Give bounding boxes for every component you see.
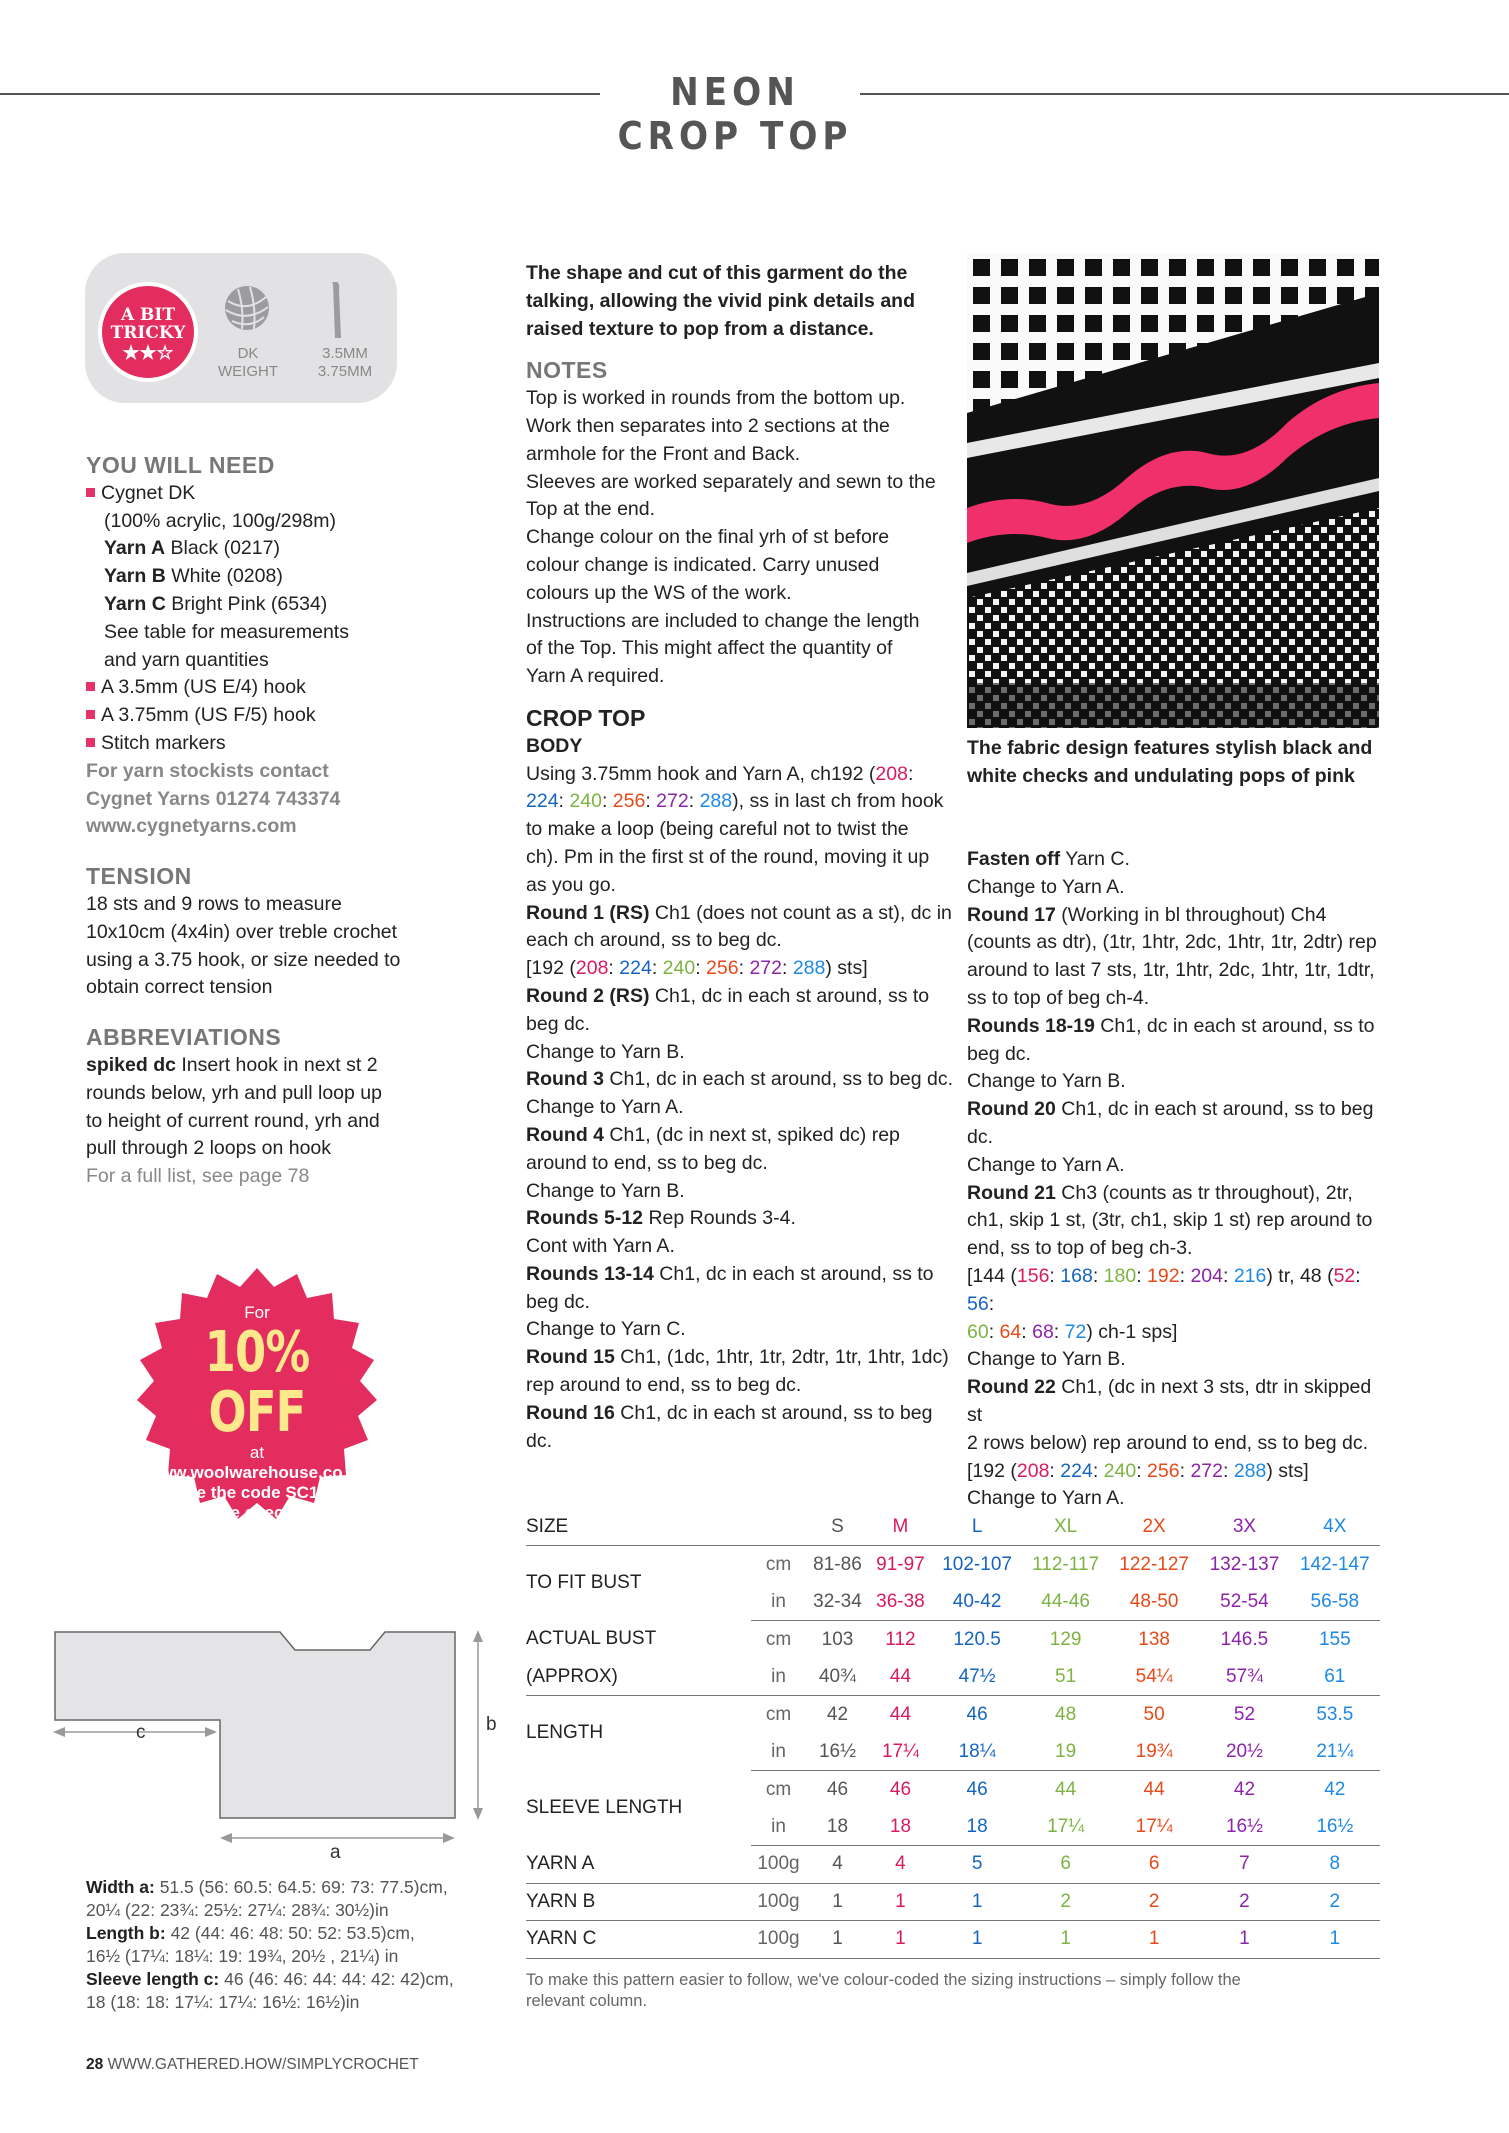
table-cell: 6 (1022, 1846, 1109, 1884)
row-label: YARN B (526, 1883, 751, 1921)
yarn-brand (86, 480, 466, 508)
table-row (526, 1883, 1380, 1921)
width-measure (86, 1876, 506, 1899)
size-header-cell: S (806, 1508, 869, 1546)
table-cell: 103 (821, 1628, 854, 1650)
table-note (526, 1970, 1386, 2012)
yarn-a-label: Yarn A (104, 537, 166, 560)
table-cell: 2 (1290, 1883, 1380, 1921)
table-cell: 1 (932, 1883, 1022, 1921)
diagram-label-a: a (330, 1842, 341, 1860)
page-footer (86, 2056, 419, 2074)
table-cell: 142-147 (1299, 1553, 1370, 1575)
abbrev-def: Insert hook in next st 2 (181, 1053, 378, 1076)
abbreviations-heading: ABBREVIATIONS (86, 1024, 282, 1051)
table-cell: 44 (1143, 1778, 1165, 1800)
photo-caption (967, 735, 1387, 791)
length-in: 16½ (17¼: 18¼: 19: 19¾, 20½ , 21¼) in (86, 1946, 399, 1966)
size-header-cell: 4X (1290, 1508, 1380, 1546)
header-rule-right (860, 93, 1509, 95)
table-cell: 1 (1290, 1921, 1380, 1959)
bullet-icon (86, 738, 95, 747)
tension-line: 10x10cm (4x4in) over treble crochet (86, 920, 398, 943)
diagram-label-b: b (486, 1714, 497, 1735)
row-unit: cm (765, 1778, 792, 1800)
table-cell: 19 (1022, 1733, 1109, 1771)
size-header-cell: 2X (1109, 1508, 1199, 1546)
table-cell: 16½ (806, 1733, 869, 1771)
table-cell: 1 (932, 1921, 1022, 1959)
crochet-hook-icon (325, 280, 349, 340)
hook-size-1: 3.5MM (322, 345, 368, 362)
weight-label-2: WEIGHT (218, 363, 278, 380)
row-label: YARN A (526, 1846, 751, 1884)
yarn-b-label: Yarn B (104, 565, 166, 588)
stockists-link[interactable]: www.cygnetyarns.com (86, 815, 297, 838)
tension-line: obtain correct tension (86, 976, 273, 999)
size-table (526, 1508, 1380, 1959)
notes-line: colours up the WS of the work. (526, 581, 792, 604)
table-cell: 146.5 (1220, 1628, 1269, 1650)
tension-heading: TENSION (86, 863, 192, 890)
diagram-label-c: c (136, 1722, 146, 1743)
table-cell: 112-117 (1032, 1553, 1100, 1575)
promo-fine-print: sale items, Loopi and FRC Collection products (205, 1533, 309, 1539)
difficulty-rating (98, 282, 198, 382)
notes-line: Work then separates into 2 sections at the (526, 414, 890, 437)
hook-2-text: A 3.75mm (US F/5) hook (101, 704, 316, 727)
notes-line: Top at the end. (526, 498, 656, 521)
difficulty-text-2: TRICKY (110, 323, 186, 343)
table-cell: 20½ (1199, 1733, 1289, 1771)
notes-line: Sleeves are worked separately and sewn to the (526, 470, 936, 493)
footer-site[interactable]: WWW.GATHERED.HOW/SIMPLYCROCHET (107, 2056, 419, 2073)
table-cell: 44-46 (1022, 1583, 1109, 1621)
caption-line: The fabric design features stylish black and (967, 737, 1373, 759)
table-cell: 54¼ (1109, 1658, 1199, 1696)
table-cell: 47½ (932, 1658, 1022, 1696)
table-cell: 5 (932, 1846, 1022, 1884)
row-label: LENGTH (526, 1722, 604, 1744)
row-unit: 100g (751, 1846, 806, 1884)
table-cell: 17¼ (1022, 1808, 1109, 1846)
table-cell: 44 (869, 1658, 932, 1696)
row-unit: cm (765, 1703, 792, 1725)
markers (86, 730, 466, 758)
table-row (526, 1658, 1380, 1696)
abbrev-line (86, 1052, 466, 1080)
page-title: NEON CROP TOP (617, 70, 853, 158)
table-cell: 42 (1233, 1778, 1256, 1800)
promo-checkout: at the checkout (194, 1503, 320, 1522)
abbrev-term: spiked dc (86, 1053, 176, 1076)
table-row (526, 1921, 1380, 1959)
length-label: Length b: (86, 1923, 166, 1943)
yarn-brand-text: Cygnet DK (101, 481, 196, 504)
hook-size-2: 3.75MM (317, 363, 373, 380)
hook-1 (86, 674, 466, 702)
bullet-icon (86, 682, 95, 691)
row-unit: in (751, 1658, 806, 1696)
abbrev-line: pull through 2 loops on hook (86, 1137, 332, 1160)
table-cell: 112 (885, 1628, 916, 1650)
instructions-text: Using 3.75mm hook and Yarn A, ch192 (208: 224: 240: 256: 272: 288), ss in last ch from hook to make a loop (being careful not to twist the ch). Pm in the first st of the round, moving it up as you go. Round 1 (RS) Ch1 (does not count as a st), dc in each ch around, ss to beg dc. [192 (208: 224: 240: 256: 272: 288) sts] Round 2 (RS) Ch1, dc in each st around, ss to beg dc. Change to Yarn B. Round 3 Ch1, dc in each st around, ss to beg dc. Change to Yarn A. Round 4 Ch1, (dc in next st, spiked dc) rep around to end, ss to beg dc. Change to Yarn B. Rounds 5-12 Rep Rounds 3-4. Cont with Yarn A. Rounds 13-14 Ch1, dc in each st around, ss to beg dc. Change to Yarn C. Round 15 Ch1, (1dc, 1htr, 1tr, 2dtr, 1tr, 1htr, 1dc) rep around to end, ss to beg dc. Round 16 Ch1, dc in each st around, ss to beg dc. (526, 762, 954, 1452)
row-unit: in (751, 1808, 806, 1846)
row-unit: cm (765, 1553, 792, 1575)
table-cell: 48-50 (1109, 1583, 1199, 1621)
row-unit: 100g (751, 1921, 806, 1959)
table-cell: 7 (1199, 1846, 1289, 1884)
promo-for: For (244, 1303, 270, 1322)
markers-text: Stitch markers (101, 731, 226, 754)
table-cell: 44 (1055, 1778, 1077, 1800)
sleeve-label: Sleeve length c: (86, 1969, 220, 1989)
yarn-b (86, 563, 466, 591)
promo-code: use the code SC170 (176, 1483, 338, 1502)
sleeve-measure (86, 1968, 506, 1991)
size-header-cell: M (869, 1508, 932, 1546)
row-unit: in (751, 1583, 806, 1621)
table-cell: 42 (826, 1703, 849, 1725)
right-column (967, 846, 1387, 1513)
notes-line: of the Top. This might affect the quantity of (526, 637, 893, 660)
table-cell: 52-54 (1199, 1583, 1289, 1621)
width-in: 20¼ (22: 23¾: 25½: 27¼: 28¾: 30½)in (86, 1900, 389, 1920)
table-cell: 6 (1109, 1846, 1199, 1884)
table-cell: 51 (1022, 1658, 1109, 1696)
table-cell: 102-107 (942, 1553, 1012, 1575)
table-cell: 21¼ (1290, 1733, 1380, 1771)
row-label: SLEEVE LENGTH (526, 1797, 683, 1818)
instructions-text: Fasten off Yarn C. Change to Yarn A. Round 17 (Working in bl throughout) Ch4 (counts as dtr), (1tr, 1htr, 2dc, 1htr, 1tr, 2dtr) rep around to last 7 sts, 1tr, 1htr, 2dc, 1htr, 1tr, 1dtr, ss to top of beg ch-4. Rounds 18-19 Ch1, dc in each st around, ss to beg dc. Change to Yarn B. Round 20 Ch1, dc in each st around, ss to beg dc. Change to Yarn A. Round 21 Ch3 (counts as tr throughout), 2tr, ch1, skip 1 st, (3tr, ch1, skip 1 st) rep around to end, ss to top of beg ch-3. [144 (156: 168: 180: 192: 204: 216) tr, 48 (52: 56: 60: 64: 68: 72) ch-1 sps] Change to Yarn B. Round 22 Ch1, (dc in next 3 sts, dtr in skipped st 2 rows below) rep around to end, ss to beg dc. [192 (208: 224: 240: 256: 272: 288) sts] Change to Yarn A. (967, 848, 1377, 1510)
table-cell: 48 (1055, 1703, 1077, 1725)
weight-label (206, 345, 290, 381)
table-cell: 1 (869, 1921, 932, 1959)
table-cell: 18¼ (932, 1733, 1022, 1771)
table-cell: 18 (932, 1808, 1022, 1846)
garment-diagram (50, 1620, 500, 1860)
table-cell: 17¼ (869, 1733, 932, 1771)
width-label: Width a: (86, 1877, 155, 1897)
row-label: YARN C (526, 1921, 751, 1959)
table-cell: 40-42 (932, 1583, 1022, 1621)
promo-text (122, 1303, 392, 1540)
sleeve-cm: 46 (46: 46: 44: 44: 42: 42)cm, (224, 1969, 454, 1989)
table-cell: 32-34 (806, 1583, 869, 1621)
row-label: (APPROX) (526, 1658, 751, 1696)
table-cell: 91-97 (876, 1553, 925, 1575)
notes-line: Instructions are included to change the length (526, 609, 920, 632)
intro-line: talking, allowing the vivid pink details and (526, 289, 915, 312)
weight-label-1: DK (237, 345, 259, 362)
table-cell: 61 (1290, 1658, 1380, 1696)
table-cell: 46 (826, 1778, 849, 1800)
size-header-cell: 3X (1199, 1508, 1289, 1546)
width-cm: 51.5 (56: 60.5: 64.5: 69: 73: 77.5)cm, (159, 1877, 448, 1897)
bullet-icon (86, 488, 95, 497)
middle-column (526, 260, 956, 1455)
notes-line: Yarn A required. (526, 665, 665, 688)
row-unit: 100g (751, 1883, 806, 1921)
table-note-line: To make this pattern easier to follow, we've colour-coded the sizing instructions – simply follow the (526, 1971, 1241, 1989)
table-cell: 56-58 (1290, 1583, 1380, 1621)
row-unit: cm (765, 1628, 792, 1650)
see-table-1: See table for measurements (104, 620, 349, 643)
row-label: TO FIT BUST (526, 1572, 642, 1594)
difficulty-text-1: A BIT (120, 305, 176, 325)
hook-size-label (300, 345, 390, 381)
see-table-2: and yarn quantities (104, 648, 269, 671)
promo-site[interactable]: www.woolwarehouse.co.uk (146, 1463, 368, 1482)
promo-discount: 10% OFF (204, 1320, 310, 1445)
fabric-photo (967, 253, 1379, 728)
table-cell: 155 (1318, 1628, 1351, 1650)
tension-line: using a 3.75 hook, or size needed to (86, 948, 401, 971)
tension-line: 18 sts and 9 rows to measure (86, 892, 342, 915)
length-measure (86, 1922, 506, 1945)
left-column (86, 452, 466, 1191)
table-cell: 46 (889, 1778, 912, 1800)
notes-line: Top is worked in rounds from the bottom up. (526, 387, 906, 410)
size-header-label: SIZE (526, 1508, 806, 1546)
promo-fine-print: Discount code not valid on certain products such as yarn packs, (186, 1526, 328, 1532)
table-cell: 138 (1138, 1628, 1170, 1650)
table-cell: 132-137 (1209, 1553, 1280, 1575)
table-cell: 52 (1233, 1703, 1256, 1725)
yarn-spec: (100% acrylic, 100g/298m) (104, 509, 336, 532)
table-note-line: relevant column. (526, 1992, 648, 2010)
yarn-b-value: White (0208) (171, 565, 283, 588)
size-header-cell: XL (1022, 1508, 1109, 1546)
caption-line: white checks and undulating pops of pink (967, 764, 1355, 787)
page-number: 28 (86, 2056, 104, 2073)
table-cell: 1 (1199, 1921, 1289, 1959)
table-row (526, 1621, 1380, 1659)
table-cell: 40¾ (806, 1658, 869, 1696)
table-cell: 4 (806, 1846, 869, 1884)
stockists-1: For yarn stockists contact (86, 759, 329, 782)
star-rating-icon: ★★☆ (122, 342, 174, 364)
table-cell: 1 (806, 1921, 869, 1959)
table-cell: 42 (1324, 1778, 1346, 1800)
table-cell: 8 (1290, 1846, 1380, 1884)
row-label: ACTUAL BUST (526, 1628, 657, 1650)
table-row (526, 1546, 1380, 1584)
table-cell: 1 (806, 1883, 869, 1921)
table-cell: 2 (1109, 1883, 1199, 1921)
notes-heading: NOTES (526, 357, 608, 384)
full-list-link[interactable]: For a full list, see page 78 (86, 1165, 310, 1188)
length-cm: 42 (44: 46: 48: 50: 52: 53.5)cm, (170, 1923, 415, 1943)
table-cell: 36-38 (869, 1583, 932, 1621)
body-heading: BODY (526, 734, 583, 757)
table-cell: 122-127 (1119, 1553, 1189, 1575)
sleeve-in: 18 (18: 18: 17¼: 17¼: 16½: 16½)in (86, 1992, 360, 2012)
yarn-c (86, 591, 466, 619)
hook-2 (86, 702, 466, 730)
yarn-c-value: Bright Pink (6534) (171, 592, 328, 615)
size-header-cell: L (932, 1508, 1022, 1546)
hook-1-text: A 3.5mm (US E/4) hook (101, 676, 306, 699)
table-cell: 1 (869, 1883, 932, 1921)
table-cell: 57¾ (1199, 1658, 1289, 1696)
table-row (526, 1696, 1380, 1734)
table-cell: 46 (966, 1703, 988, 1725)
table-cell: 18 (869, 1808, 932, 1846)
row-unit: in (751, 1733, 806, 1771)
table-cell: 17¼ (1109, 1808, 1199, 1846)
table-cell: 2 (1022, 1883, 1109, 1921)
table-cell: 18 (806, 1808, 869, 1846)
table-cell: 2 (1199, 1883, 1289, 1921)
table-cell: 50 (1143, 1703, 1165, 1725)
table-cell: 81-86 (813, 1553, 862, 1575)
header-rule-left (0, 93, 600, 95)
yarn-a-value: Black (0217) (170, 537, 280, 560)
table-cell: 53.5 (1316, 1703, 1354, 1725)
fabric-pattern-image (967, 253, 1379, 728)
table-cell: 19¾ (1109, 1733, 1199, 1771)
intro-line: raised texture to pop from a distance. (526, 317, 874, 340)
table-cell: 4 (869, 1846, 932, 1884)
table-cell: 120.5 (953, 1628, 1001, 1650)
intro-line: The shape and cut of this garment do the (526, 262, 908, 284)
table-cell: 46 (966, 1778, 988, 1800)
table-cell: 1 (1109, 1921, 1199, 1959)
stockists-2: Cygnet Yarns 01274 743374 (86, 787, 341, 810)
yarn-a (86, 535, 466, 563)
notes-line: Change colour on the final yrh of st before (526, 526, 890, 549)
yarn-ball-icon (222, 283, 272, 333)
table-row (526, 1771, 1380, 1809)
size-header-row (526, 1508, 1380, 1546)
table-cell: 16½ (1290, 1808, 1380, 1846)
notes-line: armhole for the Front and Back. (526, 442, 801, 465)
table-cell: 44 (889, 1703, 912, 1725)
yarn-c-label: Yarn C (104, 592, 166, 615)
crop-top-heading: CROP TOP (526, 704, 646, 731)
promo-at: at (249, 1443, 265, 1462)
table-cell: 1 (1022, 1921, 1109, 1959)
notes-line: colour change is indicated. Carry unused (526, 553, 880, 576)
table-row (526, 1846, 1380, 1884)
bullet-icon (86, 710, 95, 719)
table-cell: 129 (1049, 1628, 1082, 1650)
abbrev-line: rounds below, yrh and pull loop up (86, 1081, 382, 1104)
abbrev-line: to height of current round, yrh and (86, 1109, 380, 1132)
you-will-need-heading: YOU WILL NEED (86, 452, 275, 478)
table-cell: 16½ (1199, 1808, 1289, 1846)
measurements (86, 1876, 506, 2014)
